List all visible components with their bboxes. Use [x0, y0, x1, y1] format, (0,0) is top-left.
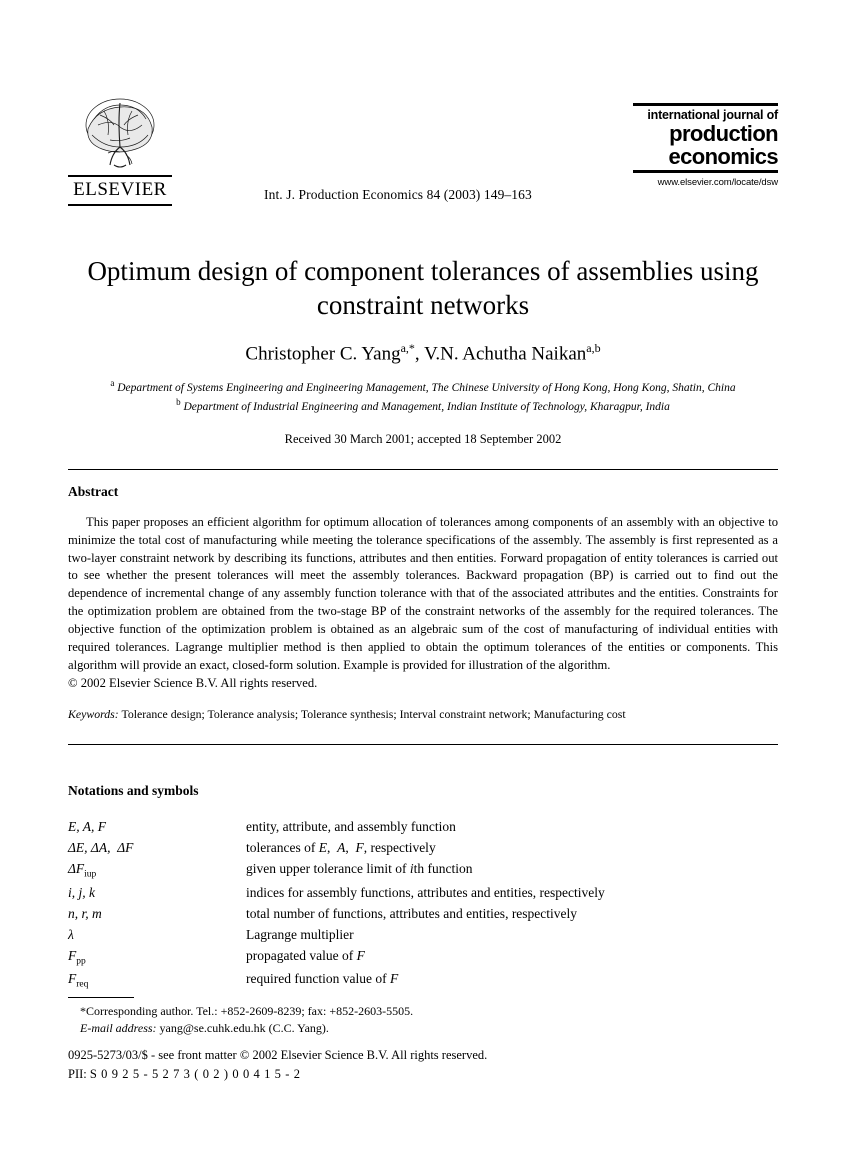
journal-logo [633, 103, 778, 188]
journal-url: www.elsevier.com/locate/dsw [657, 176, 778, 188]
divider-bottom [68, 744, 778, 745]
table-row [68, 859, 605, 883]
author-list: Christopher C. Yang$^{a,*}$, V.N. Achutha Naikan$^{a,b}$ [245, 340, 601, 364]
abstract-text: This paper proposes an efficient algorithm for optimum allocation of tolerances among components of an assembly with an objective to minimize the total cost of manufacturing while meeting the tolerance specifications of the assembly. The assembly is first represented as a two-layer constraint network by describing its functions, attributes and then entities. Forward propagation of entity tolerances is carried out to see whether the present tolerances will meet the assembly tolerances. Backward propagation (BP) is carried out to find out the dependence of incremental change of any assembly function tolerance with that of the associated attributes and the entities. Constraints for the optimization problem are obtained from the two-stage BP of the constraint networks of the assembly for the required tolerances. The objective function of the optimization problem is obtained as an algebraic sum of the cost of manufacturing of individual entities with required tolerances. Lagrange multiplier method is then applied to obtain the optimum tolerances of the entities or components. This algorithm will provide an exact, closed-form solution. Example is provided for illustration of the algorithm. [68, 514, 778, 672]
table-row [68, 838, 605, 859]
keywords-text: Tolerance design; Tolerance analysis; Tolerance synthesis; Interval constraint network; Manufacturing cost [121, 706, 626, 721]
journal-logo-line3: economics [668, 143, 778, 169]
abstract-copyright: © 2002 Elsevier Science B.V. All rights reserved. [68, 675, 318, 690]
journal-reference: Int. J. Production Economics 84 (2003) 149–163 [264, 187, 532, 202]
notation-description: Lagrange multiplier [246, 926, 354, 942]
notation-symbol: ΔE, ΔA, ΔF [68, 840, 134, 856]
journal-logo-rule [633, 103, 778, 106]
affiliations [68, 377, 778, 416]
email-label: E-mail address: [80, 1020, 157, 1035]
journal-logo-line1: international journal of [647, 108, 778, 122]
issn-line: 0925-5273/03/$ - see front matter © 2002 Elsevier Science B.V. All rights reserved. [68, 1048, 488, 1062]
notations-heading: Notations and symbols [68, 782, 199, 798]
pii-value: S 0 9 2 5 - 5 2 7 3 ( 0 2 ) 0 0 4 1 5 - 2 [89, 1066, 301, 1081]
table-row [68, 903, 605, 924]
author-sup-a: a, [400, 340, 409, 355]
affiliation-a-text: Department of Systems Engineering and Engineering Management, The Chinese University of Hong Kong, Hong Kong, Shatin, China [117, 381, 736, 394]
notation-description: propagated value of F [246, 947, 365, 963]
notation-description: entity, attribute, and assembly function [246, 819, 456, 835]
notation-description: total number of functions, attributes and entities, respectively [246, 905, 578, 921]
notation-description: indices for assembly functions, attributes and entities, respectively [246, 884, 605, 900]
elsevier-logo [68, 95, 172, 206]
notations-table [68, 817, 605, 993]
table-row [68, 882, 605, 903]
imprint-block [68, 1046, 778, 1084]
divider-top [68, 469, 778, 470]
pii-line [68, 1065, 778, 1084]
journal-logo-line2: production [669, 120, 778, 146]
author-sup-star: * [408, 340, 415, 355]
page-header [68, 95, 778, 225]
affiliation-b-marker: b [176, 397, 181, 408]
notation-description: required function value of F [246, 971, 399, 987]
journal-logo-rule-bottom [633, 170, 778, 173]
footnote-block [68, 1003, 778, 1037]
table-row [68, 969, 605, 993]
footnote-rule [68, 997, 134, 998]
notation-symbol: E, A, F [68, 819, 106, 835]
email-note [68, 1020, 778, 1037]
keywords-label: Keywords: [68, 706, 119, 721]
notation-description: given upper tolerance limit of ith function [246, 861, 473, 877]
notation-symbol: $F_{pp}$ [68, 947, 86, 967]
page-content [68, 0, 778, 993]
table-row [68, 945, 605, 969]
pii-label: PII: [68, 1066, 87, 1081]
abstract-heading: Abstract [68, 483, 119, 499]
notation-symbol: λ [68, 926, 74, 942]
affiliation-a-marker: a [110, 377, 115, 388]
affiliation-a-line [68, 377, 778, 397]
author-sup-ab: a,b [586, 340, 601, 355]
elsevier-tree-icon [74, 95, 166, 173]
notation-symbol: $F_{req}$ [68, 971, 89, 991]
affiliation-b-text: Department of Industrial Engineering and Management, Indian Institute of Technology, Kharagpur, India [183, 401, 670, 414]
affiliation-b-line [68, 396, 778, 416]
email-address[interactable]: yang@se.cuhk.edu.hk (C.C. Yang). [159, 1020, 329, 1035]
keywords [68, 707, 778, 722]
elsevier-wordmark: ELSEVIER [68, 175, 172, 206]
notation-description: tolerances of E, A, F, respectively [246, 840, 436, 856]
table-row [68, 924, 605, 945]
corresponding-author-text: *Corresponding author. Tel.: +852-2609-8239; fax: +852-2603-5505. [80, 1004, 414, 1018]
notation-symbol: i, j, k [68, 884, 95, 900]
corresponding-author-note [68, 1003, 778, 1020]
table-row [68, 817, 605, 838]
received-date: Received 30 March 2001; accepted 18 September 2002 [284, 431, 562, 446]
notation-symbol: $\Delta F_{iup}$ [68, 861, 97, 880]
page-title: Optimum design of component tolerances of assemblies using constraint networks [87, 256, 759, 320]
notation-symbol: n, r, m [68, 905, 102, 921]
